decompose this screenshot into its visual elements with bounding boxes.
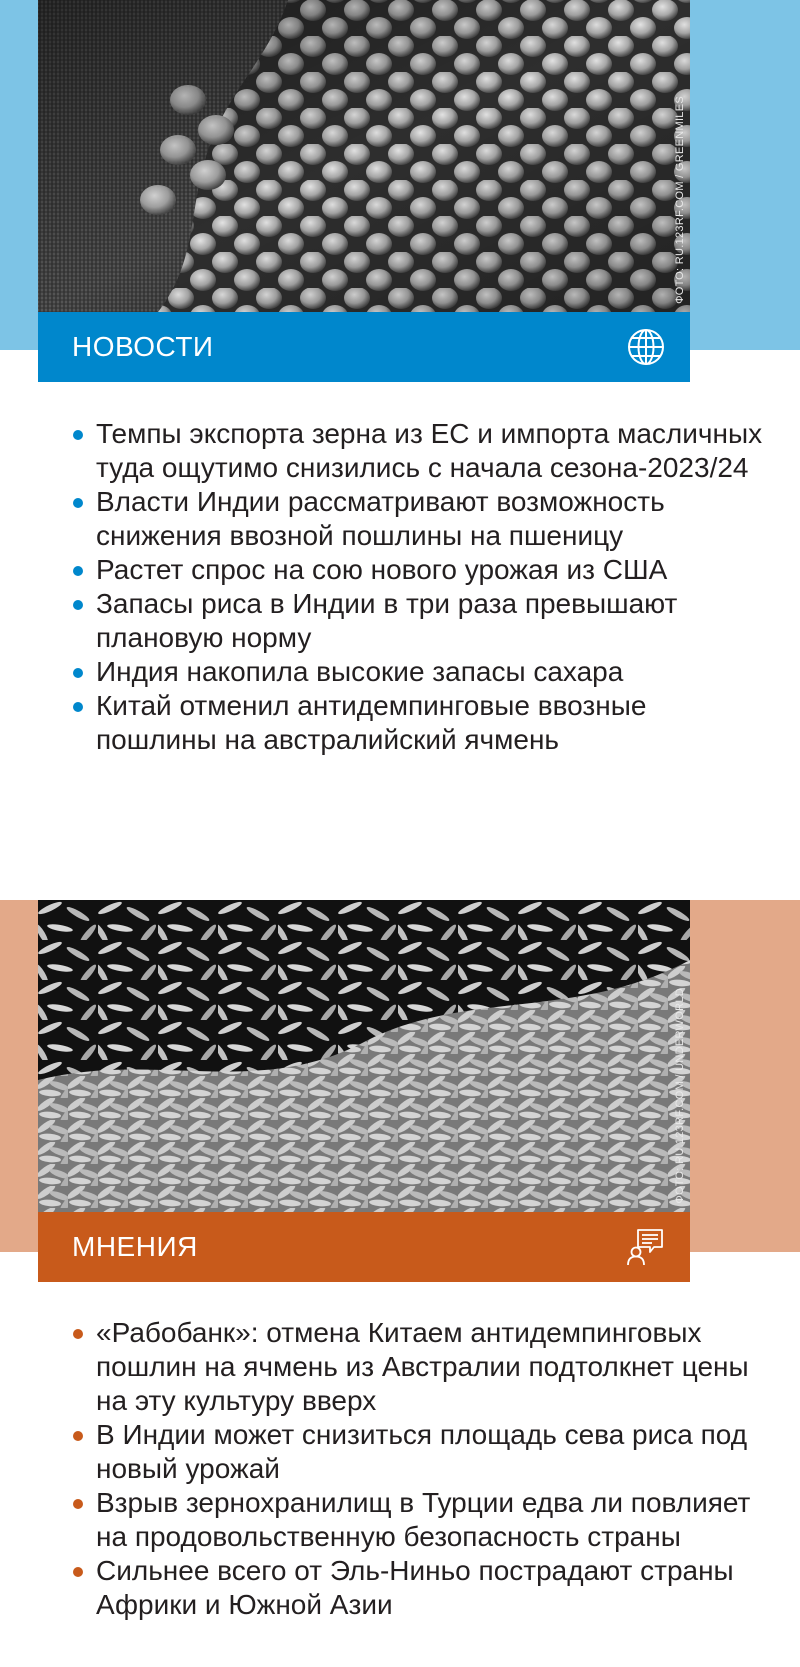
list-item: Темпы экспорта зерна из ЕС и импорта масличных туда ощутимо снизились с начала сезона-2023/24	[72, 417, 772, 485]
opinions-section-title: МНЕНИЯ	[72, 1231, 198, 1262]
list-item: Взрыв зернохранилищ в Турции едва ли повлияет на продовольственную безопасность страны	[72, 1486, 772, 1554]
list-item: Китай отменил антидемпинговые ввозные пошлины на австралийский ячмень	[72, 689, 772, 757]
photo-credit: ФОТО: RU.123RF.COM / GREENMILES	[674, 96, 686, 304]
news-section-title: НОВОСТИ	[72, 331, 214, 362]
rice-photo	[38, 900, 690, 1212]
list-item: В Индии может снизиться площадь сева риса под новый урожай	[72, 1418, 772, 1486]
opinions-header	[38, 1212, 690, 1282]
speech-bubble-person-icon	[626, 1227, 666, 1267]
list-item: Власти Индии рассматривают возможность снижения ввозной пошлины на пшеницу	[72, 485, 772, 553]
opinions-list	[72, 1316, 772, 1622]
list-item: Индия накопила высокие запасы сахара	[72, 655, 772, 689]
soybeans-photo	[38, 0, 690, 312]
list-item: Растет спрос на сою нового урожая из США	[72, 553, 772, 587]
news-list	[72, 417, 772, 757]
list-item: «Рабобанк»: отмена Китаем антидемпинговых пошлин на ячмень из Австралии подтолкнет цены на эту культуру вверх	[72, 1316, 772, 1418]
globe-icon	[626, 327, 666, 367]
list-item: Сильнее всего от Эль-Ниньо пострадают страны Африки и Южной Азии	[72, 1554, 772, 1622]
news-header	[38, 312, 690, 382]
list-item: Запасы риса в Индии в три раза превышают плановую норму	[72, 587, 772, 655]
photo-credit: ФОТО: RU.123RF.COM / UNDERWORLD	[674, 988, 686, 1204]
